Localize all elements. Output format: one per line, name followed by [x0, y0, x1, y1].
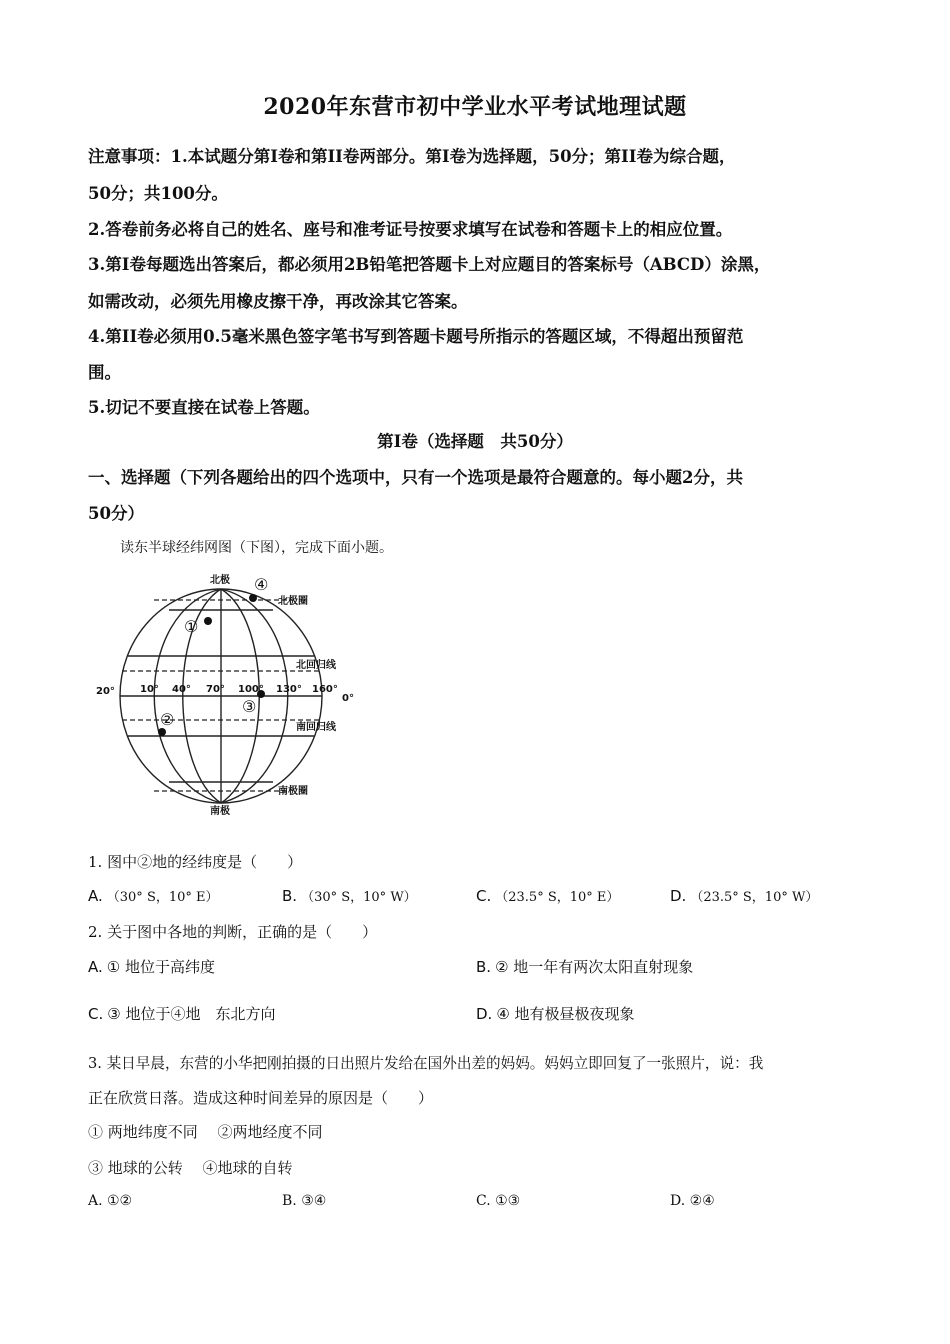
- point-4-label: ④: [254, 575, 269, 594]
- option-text: ④ 地有极昼极夜现象: [496, 1005, 635, 1023]
- lat-0-label: 0°: [342, 693, 354, 704]
- notes-line-8: 5.切记不要直接在试卷上答题。: [88, 398, 320, 417]
- part1-heading-line-1: 一、选择题（下列各题给出的四个选项中，只有一个选项是最符合题意的。每小题2分，共: [88, 468, 743, 487]
- question-3-statement-1-2: ① 两地纬度不同 ②两地经度不同: [88, 1123, 323, 1141]
- lon-40-label: 40°: [172, 684, 191, 695]
- question-3-statement-3-4: ③ 地球的公转 ④地球的自转: [88, 1159, 293, 1177]
- hemisphere-grid-map: [92, 570, 362, 820]
- question-1-option-b[interactable]: [282, 886, 417, 905]
- point-2-label: ②: [160, 710, 175, 729]
- option-key: B.: [282, 887, 298, 905]
- option-key: A.: [88, 887, 103, 905]
- point-3-label: ③: [242, 697, 257, 716]
- notes-line-1: 注意事项：1.本试题分第I卷和第II卷两部分。第I卷为选择题，50分；第II卷为综合题，: [88, 147, 736, 166]
- point-4-dot: [249, 594, 257, 602]
- option-text: ① 地位于高纬度: [106, 958, 215, 976]
- question-3-option-d[interactable]: D. ②④: [670, 1193, 715, 1209]
- option-text: ② 地一年有两次太阳直射现象: [495, 958, 694, 976]
- option-key: D.: [670, 887, 687, 905]
- point-1-dot: [204, 617, 212, 625]
- question-3-stem-line-1: 3. 某日早晨，东营的小华把刚拍摄的日出照片发给在国外出差的妈妈。妈妈立即回复了一张照片，说：我: [88, 1055, 764, 1072]
- point-2-dot: [158, 728, 166, 736]
- option-text: （30° S，10° W）: [301, 890, 417, 905]
- question-1-option-c[interactable]: [476, 886, 619, 905]
- notes-line-3: 2.答卷前务必将自己的姓名、座号和准考证号按要求填写在试卷和答题卡上的相应位置。: [88, 220, 733, 239]
- notes-line-2: 50分；共100分。: [88, 184, 228, 203]
- question-3-option-c[interactable]: C. ①③: [476, 1193, 521, 1209]
- notes-line-7: 围。: [88, 363, 121, 382]
- question-3-option-b[interactable]: B. ③④: [282, 1193, 327, 1209]
- lon-100-label: 100°: [238, 684, 264, 695]
- lon-160-label: 160°: [312, 684, 338, 695]
- option-text: （23.5° S，10° W）: [690, 890, 819, 905]
- question-1-option-a[interactable]: [88, 886, 219, 905]
- option-text: （30° S，10° E）: [106, 890, 219, 905]
- tropic-capricorn-label: 南回归线: [296, 722, 336, 733]
- page-title: 2020年东营市初中学业水平考试地理试题: [263, 94, 687, 120]
- notes-line-5: 如需改动，必须先用橡皮擦干净，再改涂其它答案。: [88, 292, 468, 311]
- point-1-label: ①: [184, 617, 199, 636]
- notes-line-6: 4.第II卷必须用0.5毫米黑色签字笔书写到答题卡题号所指示的答题区域，不得超出预留范: [88, 327, 744, 346]
- lon-10-label: 10°: [140, 684, 159, 695]
- question-2-option-d[interactable]: [476, 1003, 635, 1024]
- option-key: C.: [476, 887, 492, 905]
- question-2-stem: 2. 关于图中各地的判断，正确的是（ ）: [88, 923, 378, 941]
- arctic-circle-label: 北极圈: [278, 596, 308, 607]
- notes-line-4: 3.第I卷每题选出答案后，都必须用2B铅笔把答题卡上对应题目的答案标号（ABCD）涂黑，: [88, 255, 771, 274]
- lon-20-label: 20°: [96, 686, 115, 697]
- part1-heading-line-2: 50分）: [88, 504, 144, 523]
- question-3-option-a[interactable]: A. ①②: [88, 1193, 133, 1209]
- question-1-option-d[interactable]: [670, 886, 818, 905]
- map-intro: 读东半球经纬网图（下图），完成下面小题。: [120, 540, 393, 556]
- option-key: A.: [88, 958, 103, 976]
- antarctic-circle-label: 南极圈: [278, 786, 308, 797]
- north-pole-label: 北极: [210, 575, 230, 586]
- question-2-option-a[interactable]: [88, 956, 215, 977]
- option-text: （23.5° S，10° E）: [495, 890, 620, 905]
- question-3-stem-line-2: 正在欣赏日落。造成这种时间差异的原因是（ ）: [88, 1089, 434, 1107]
- lon-130-label: 130°: [276, 684, 302, 695]
- section-title: 第I卷（选择题 共50分）: [377, 432, 573, 451]
- question-2-option-c[interactable]: [88, 1003, 275, 1024]
- question-2-option-b[interactable]: [476, 956, 693, 977]
- option-text: ③ 地位于④地 东北方向: [107, 1005, 276, 1023]
- south-pole-label: 南极: [210, 806, 230, 817]
- option-key: B.: [476, 958, 492, 976]
- lon-70-label: 70°: [206, 684, 225, 695]
- option-key: C.: [88, 1005, 104, 1023]
- question-1-stem: 1. 图中②地的经纬度是（ ）: [88, 853, 303, 871]
- tropic-cancer-label: 北回归线: [296, 660, 336, 671]
- option-key: D.: [476, 1005, 493, 1023]
